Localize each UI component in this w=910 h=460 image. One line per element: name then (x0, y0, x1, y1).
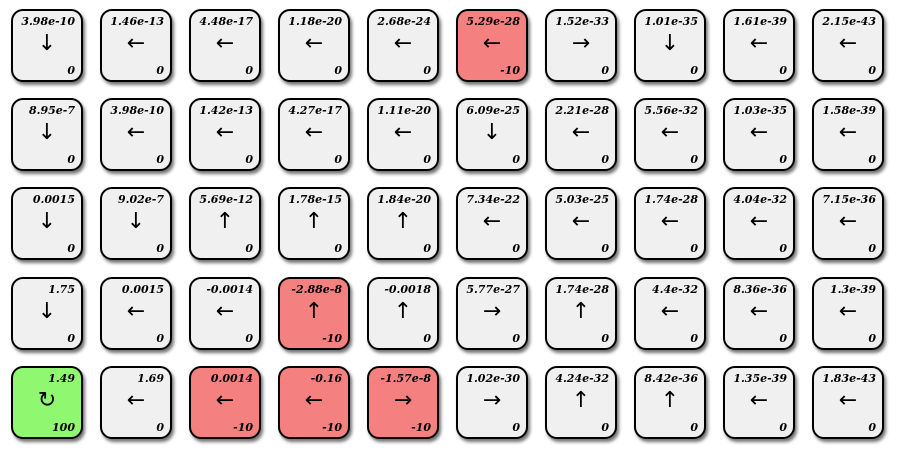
arrow-up-icon: ↑ (393, 209, 413, 234)
cell-value: 0.0014 (210, 372, 253, 385)
cell-value: 9.02e-7 (117, 193, 164, 206)
grid-cell-r3-c3[interactable] (278, 277, 350, 350)
grid-cell-r1-c1[interactable] (100, 98, 172, 171)
grid-cell-r0-c4[interactable] (367, 9, 439, 82)
arrow-right-icon: → (482, 299, 502, 324)
cell-reward: 0 (245, 64, 253, 77)
arrow-left-icon: ← (126, 120, 146, 145)
arrow-left-icon: ← (482, 209, 502, 234)
grid-cell-r4-c0[interactable] (11, 366, 83, 439)
grid-cell-r1-c0[interactable] (11, 98, 83, 171)
arrow-left-icon: ← (838, 299, 858, 324)
cell-value: 5.03e-25 (555, 193, 609, 206)
cell-reward: 0 (334, 242, 342, 255)
arrow-left-icon: ← (571, 209, 591, 234)
grid-cell-r3-c7[interactable] (634, 277, 706, 350)
cell-reward: 0 (67, 64, 75, 77)
arrow-down-icon: ↓ (37, 31, 57, 56)
cell-value: 0.0015 (121, 283, 164, 296)
cell-value: 3.98e-10 (110, 104, 164, 117)
arrow-left-icon: ← (126, 388, 146, 413)
grid-cell-r2-c8[interactable] (723, 187, 795, 260)
grid-cell-r0-c5[interactable] (456, 9, 528, 82)
cell-value: -1.57e-8 (380, 372, 431, 385)
arrow-left-icon: ← (749, 31, 769, 56)
arrow-left-icon: ← (215, 299, 235, 324)
cell-reward: 0 (779, 153, 787, 166)
cell-reward: 0 (67, 332, 75, 345)
grid-cell-r3-c1[interactable] (100, 277, 172, 350)
cell-value: 1.3e-39 (829, 283, 876, 296)
cell-reward: 0 (868, 332, 876, 345)
cell-value: -0.0018 (384, 283, 431, 296)
arrow-left-icon: ← (838, 31, 858, 56)
cell-reward: 0 (690, 242, 698, 255)
cell-reward: 0 (245, 153, 253, 166)
grid-cell-r3-c5[interactable] (456, 277, 528, 350)
grid-cell-r4-c4[interactable] (367, 366, 439, 439)
cell-value: 1.69 (137, 372, 164, 385)
cell-reward: 100 (52, 421, 75, 434)
arrow-left-icon: ← (749, 299, 769, 324)
cell-reward: -10 (500, 64, 520, 77)
arrow-left-icon: ← (749, 120, 769, 145)
grid-cell-r1-c9[interactable] (812, 98, 884, 171)
cell-reward: 0 (423, 242, 431, 255)
cell-value: 1.74e-28 (555, 283, 609, 296)
cell-value: 2.15e-43 (822, 15, 876, 28)
cell-reward: 0 (868, 64, 876, 77)
cell-value: 7.15e-36 (822, 193, 876, 206)
arrow-up-icon: ↑ (660, 388, 680, 413)
arrow-left-icon: ← (838, 388, 858, 413)
grid-cell-r1-c4[interactable] (367, 98, 439, 171)
cell-reward: 0 (779, 64, 787, 77)
cell-reward: 0 (779, 242, 787, 255)
grid-cell-r2-c9[interactable] (812, 187, 884, 260)
cell-reward: 0 (423, 153, 431, 166)
loop-icon: ↻ (37, 388, 57, 413)
arrow-right-icon: → (482, 388, 502, 413)
cell-reward: 0 (601, 153, 609, 166)
grid-cell-r4-c1[interactable] (100, 366, 172, 439)
arrow-left-icon: ← (126, 299, 146, 324)
cell-value: 1.03e-35 (733, 104, 787, 117)
grid-cell-r3-c0[interactable] (11, 277, 83, 350)
arrow-down-icon: ↓ (126, 209, 146, 234)
grid-cell-r1-c3[interactable] (278, 98, 350, 171)
cell-value: 1.42e-13 (199, 104, 253, 117)
arrow-down-icon: ↓ (37, 209, 57, 234)
cell-reward: 0 (868, 242, 876, 255)
cell-value: 1.35e-39 (733, 372, 787, 385)
cell-reward: -10 (233, 421, 253, 434)
grid-cell-r2-c6[interactable] (545, 187, 617, 260)
arrow-down-icon: ↓ (482, 120, 502, 145)
arrow-left-icon: ← (749, 388, 769, 413)
grid-cell-r0-c3[interactable] (278, 9, 350, 82)
arrow-left-icon: ← (482, 31, 502, 56)
cell-reward: -10 (322, 332, 342, 345)
cell-value: 1.01e-35 (644, 15, 698, 28)
grid-cell-r3-c8[interactable] (723, 277, 795, 350)
cell-reward: 0 (512, 153, 520, 166)
cell-value: 1.49 (48, 372, 75, 385)
cell-reward: 0 (779, 421, 787, 434)
arrow-left-icon: ← (304, 120, 324, 145)
cell-reward: 0 (601, 64, 609, 77)
grid-cell-r4-c9[interactable] (812, 366, 884, 439)
cell-reward: 0 (779, 332, 787, 345)
cell-reward: 0 (601, 242, 609, 255)
cell-value: 3.98e-10 (21, 15, 75, 28)
arrow-left-icon: ← (126, 31, 146, 56)
arrow-left-icon: ← (393, 120, 413, 145)
cell-reward: 0 (67, 242, 75, 255)
grid-cell-r3-c2[interactable] (189, 277, 261, 350)
cell-reward: -10 (411, 421, 431, 434)
cell-reward: 0 (690, 153, 698, 166)
cell-reward: 0 (156, 421, 164, 434)
cell-value: 1.18e-20 (288, 15, 342, 28)
cell-reward: 0 (868, 421, 876, 434)
arrow-left-icon: ← (838, 209, 858, 234)
grid-cell-r2-c0[interactable] (11, 187, 83, 260)
cell-reward: 0 (512, 242, 520, 255)
cell-reward: 0 (423, 64, 431, 77)
grid-cell-r1-c6[interactable] (545, 98, 617, 171)
cell-value: 1.52e-33 (555, 15, 609, 28)
cell-reward: 0 (67, 153, 75, 166)
arrow-left-icon: ← (660, 209, 680, 234)
cell-value: 8.36e-36 (733, 283, 787, 296)
grid-cell-r2-c3[interactable] (278, 187, 350, 260)
grid-cell-r2-c4[interactable] (367, 187, 439, 260)
arrow-right-icon: → (571, 31, 591, 56)
cell-reward: 0 (334, 153, 342, 166)
cell-value: 1.58e-39 (822, 104, 876, 117)
cell-reward: -10 (322, 421, 342, 434)
cell-value: 1.61e-39 (733, 15, 787, 28)
grid-cell-r1-c5[interactable] (456, 98, 528, 171)
grid-cell-r4-c2[interactable] (189, 366, 261, 439)
grid-cell-r2-c1[interactable] (100, 187, 172, 260)
cell-reward: 0 (512, 332, 520, 345)
grid-cell-r3-c4[interactable] (367, 277, 439, 350)
cell-value: 5.56e-32 (644, 104, 698, 117)
cell-value: 4.24e-32 (555, 372, 609, 385)
grid-cell-r1-c7[interactable] (634, 98, 706, 171)
cell-value: 5.29e-28 (466, 15, 520, 28)
arrow-left-icon: ← (660, 299, 680, 324)
cell-value: 5.69e-12 (199, 193, 253, 206)
arrow-left-icon: ← (393, 31, 413, 56)
grid-cell-r0-c7[interactable] (634, 9, 706, 82)
arrow-up-icon: ↑ (215, 209, 235, 234)
cell-value: 8.42e-36 (644, 372, 698, 385)
cell-reward: 0 (512, 421, 520, 434)
grid-cell-r0-c0[interactable] (11, 9, 83, 82)
cell-reward: 0 (601, 421, 609, 434)
arrow-down-icon: ↓ (660, 31, 680, 56)
cell-value: 8.95e-7 (28, 104, 75, 117)
cell-value: 1.74e-28 (644, 193, 698, 206)
grid-cell-r0-c9[interactable] (812, 9, 884, 82)
cell-reward: 0 (156, 153, 164, 166)
grid-cell-r0-c2[interactable] (189, 9, 261, 82)
cell-value: 1.02e-30 (466, 372, 520, 385)
grid-cell-r1-c2[interactable] (189, 98, 261, 171)
arrow-down-icon: ↓ (37, 299, 57, 324)
cell-reward: 0 (156, 242, 164, 255)
cell-value: 1.78e-15 (288, 193, 342, 206)
grid-cell-r2-c7[interactable] (634, 187, 706, 260)
cell-value: 2.21e-28 (555, 104, 609, 117)
cell-reward: 0 (245, 332, 253, 345)
arrow-up-icon: ↑ (571, 299, 591, 324)
cell-value: -2.88e-8 (291, 283, 342, 296)
grid-cell-r1-c8[interactable] (723, 98, 795, 171)
arrow-left-icon: ← (304, 31, 324, 56)
cell-reward: 0 (690, 64, 698, 77)
cell-reward: 0 (245, 242, 253, 255)
arrow-left-icon: ← (571, 120, 591, 145)
cell-value: 5.77e-27 (466, 283, 520, 296)
grid-cell-r4-c5[interactable] (456, 366, 528, 439)
arrow-left-icon: ← (215, 388, 235, 413)
grid-cell-r0-c6[interactable] (545, 9, 617, 82)
cell-value: 1.46e-13 (110, 15, 164, 28)
grid-cell-r4-c8[interactable] (723, 366, 795, 439)
cell-reward: 0 (156, 332, 164, 345)
cell-reward: 0 (690, 332, 698, 345)
grid-cell-r0-c8[interactable] (723, 9, 795, 82)
grid-cell-r3-c9[interactable] (812, 277, 884, 350)
cell-value: 4.48e-17 (199, 15, 253, 28)
grid-cell-r4-c6[interactable] (545, 366, 617, 439)
cell-reward: 0 (334, 64, 342, 77)
cell-value: -0.16 (310, 372, 342, 385)
cell-value: 1.75 (48, 283, 75, 296)
cell-reward: 0 (601, 332, 609, 345)
cell-value: 0.0015 (32, 193, 75, 206)
arrow-left-icon: ← (304, 388, 324, 413)
arrow-right-icon: → (393, 388, 413, 413)
arrow-left-icon: ← (749, 209, 769, 234)
cell-value: 2.68e-24 (377, 15, 431, 28)
grid-cell-r4-c3[interactable] (278, 366, 350, 439)
grid-cell-r4-c7[interactable] (634, 366, 706, 439)
cell-value: 4.04e-32 (733, 193, 787, 206)
arrow-left-icon: ← (660, 120, 680, 145)
cell-value: 1.84e-20 (377, 193, 431, 206)
arrow-left-icon: ← (215, 31, 235, 56)
cell-reward: 0 (423, 332, 431, 345)
grid-cell-r2-c2[interactable] (189, 187, 261, 260)
cell-value: 4.27e-17 (288, 104, 342, 117)
cell-value: -0.0014 (206, 283, 253, 296)
arrow-up-icon: ↑ (304, 299, 324, 324)
grid-cell-r3-c6[interactable] (545, 277, 617, 350)
cell-value: 6.09e-25 (466, 104, 520, 117)
cell-reward: 0 (156, 64, 164, 77)
cell-value: 4.4e-32 (651, 283, 698, 296)
cell-value: 1.11e-20 (377, 104, 431, 117)
arrow-left-icon: ← (838, 120, 858, 145)
arrow-down-icon: ↓ (37, 120, 57, 145)
cell-reward: 0 (868, 153, 876, 166)
arrow-up-icon: ↑ (571, 388, 591, 413)
grid-cell-r2-c5[interactable] (456, 187, 528, 260)
cell-value: 1.83e-43 (822, 372, 876, 385)
arrow-up-icon: ↑ (304, 209, 324, 234)
cell-value: 7.34e-22 (466, 193, 520, 206)
arrow-left-icon: ← (215, 120, 235, 145)
arrow-up-icon: ↑ (393, 299, 413, 324)
grid-cell-r0-c1[interactable] (100, 9, 172, 82)
cell-reward: 0 (690, 421, 698, 434)
